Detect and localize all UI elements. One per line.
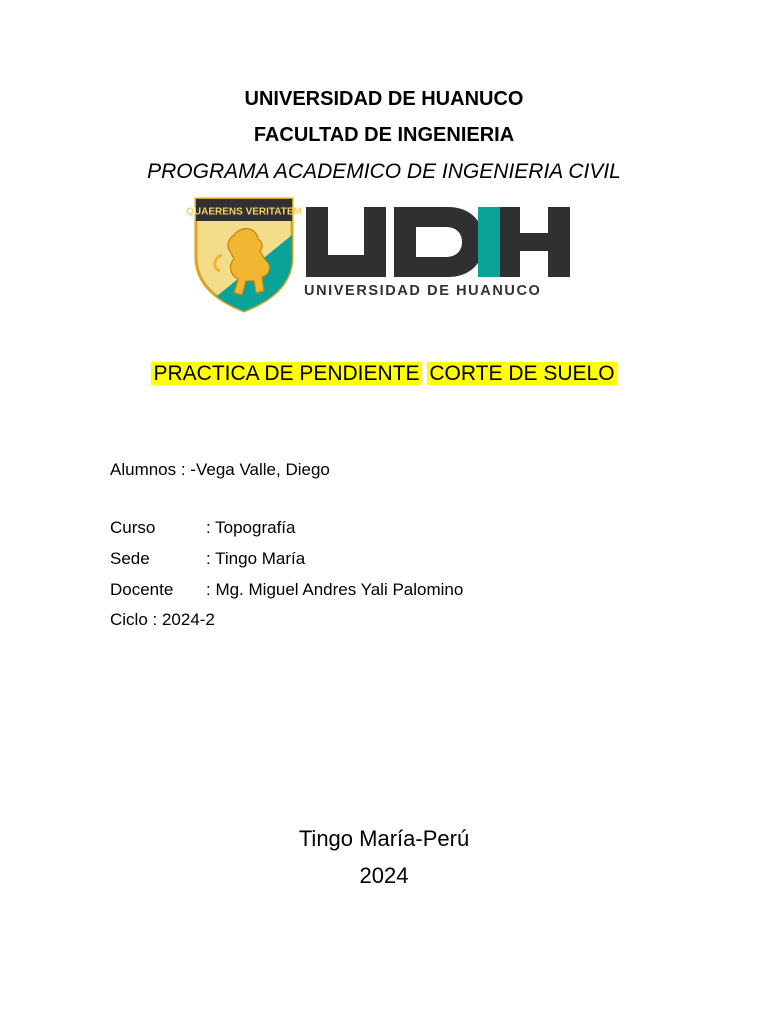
- logo-caption: UNIVERSIDAD DE HUANUCO: [304, 283, 542, 299]
- crest-motto: QUAERENS VERITATEM: [186, 206, 302, 218]
- cycle-line: Ciclo : 2024-2: [110, 610, 215, 629]
- university-name: UNIVERSIDAD DE HUANUCO: [244, 88, 524, 110]
- faculty-name: FACULTAD DE INGENIERIA: [253, 124, 515, 146]
- course-value: : Topografía: [206, 518, 296, 537]
- course-line: [110, 518, 295, 538]
- udh-logo: [186, 195, 576, 315]
- campus-label: Sede: [110, 549, 150, 568]
- footer-year: 2024: [359, 863, 409, 888]
- teacher-line: [110, 580, 463, 600]
- students-line: Alumnos : -Vega Valle, Diego: [110, 460, 330, 479]
- program-name: PROGRAMA ACADEMICO DE INGENIERIA CIVIL: [147, 160, 621, 183]
- title-part-2: CORTE DE SUELO: [429, 362, 615, 385]
- teacher-label: Docente: [110, 580, 174, 599]
- footer-place: Tingo María-Perú: [298, 826, 470, 851]
- udh-wordmark-icon: [302, 203, 574, 279]
- practice-title: [0, 361, 768, 387]
- university-crest-icon: [186, 195, 302, 315]
- course-label: Curso: [110, 518, 156, 537]
- campus-line: [110, 549, 305, 569]
- title-part-1: PRACTICA DE PENDIENTE: [153, 362, 420, 385]
- teacher-value: : Mg. Miguel Andres Yali Palomino: [206, 580, 464, 599]
- campus-value: : Tingo María: [206, 549, 306, 568]
